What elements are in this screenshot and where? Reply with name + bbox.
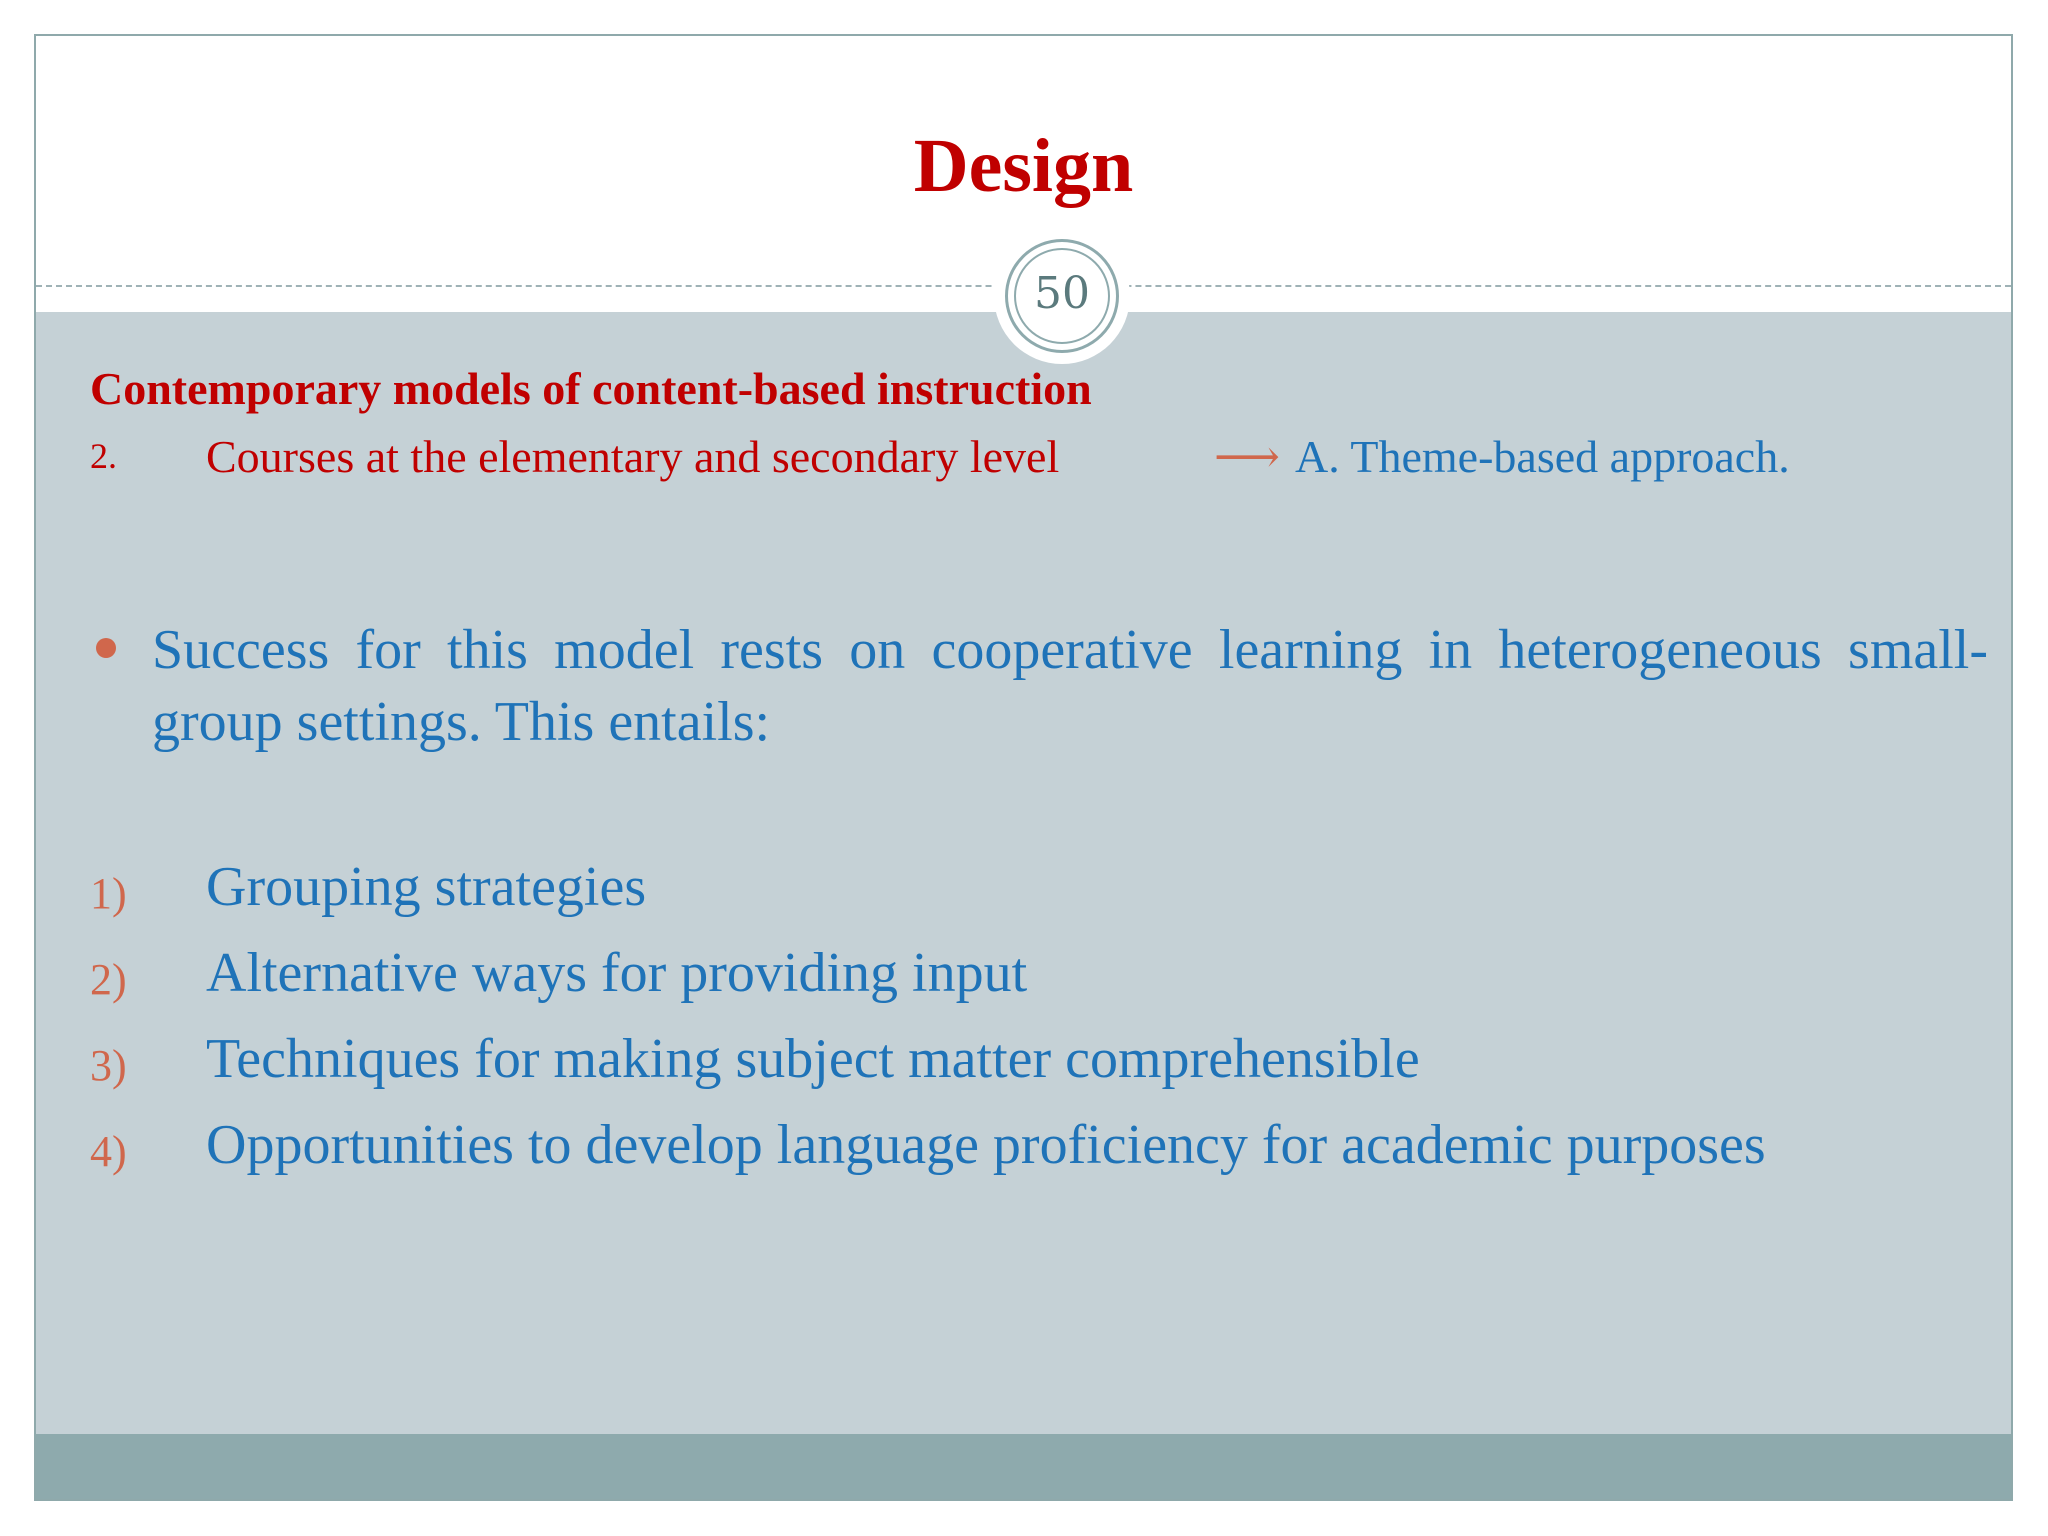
- footer-band: [36, 1434, 2011, 1501]
- list-item-text: Techniques for making subject matter comprehensible: [206, 1028, 1420, 1090]
- numbered-line-text: Courses at the elementary and secondary level: [206, 431, 1060, 482]
- subheading: Contemporary models of content-based instruction: [90, 363, 1092, 414]
- arrow-icon: ⟶: [1214, 431, 1280, 482]
- numbered-line-number: 2.: [90, 436, 117, 476]
- numbered-line-target: A. Theme-based approach.: [1295, 431, 1790, 482]
- list-item-number: 3): [90, 1041, 127, 1090]
- list-item-number: 2): [90, 955, 127, 1004]
- list-item-text: Opportunities to develop language proficiency for academic purposes: [206, 1114, 1766, 1176]
- bullet-paragraph: Success for this model rests on cooperative learning in heterogeneous small-group settings. This entails:: [152, 619, 1988, 753]
- list-item-text: Alternative ways for providing input: [206, 942, 1028, 1004]
- slide-number: 50: [1014, 248, 1110, 344]
- list-item-number: 4): [90, 1127, 127, 1176]
- slide: [34, 34, 2013, 1501]
- list-item-text: Grouping strategies: [206, 856, 647, 918]
- slide-number-ring: [1005, 239, 1119, 353]
- bullet-icon: [96, 638, 116, 658]
- slide-number-badge: [994, 228, 1130, 364]
- slide-title: Design: [913, 124, 1134, 208]
- list-item-number: 1): [90, 869, 127, 918]
